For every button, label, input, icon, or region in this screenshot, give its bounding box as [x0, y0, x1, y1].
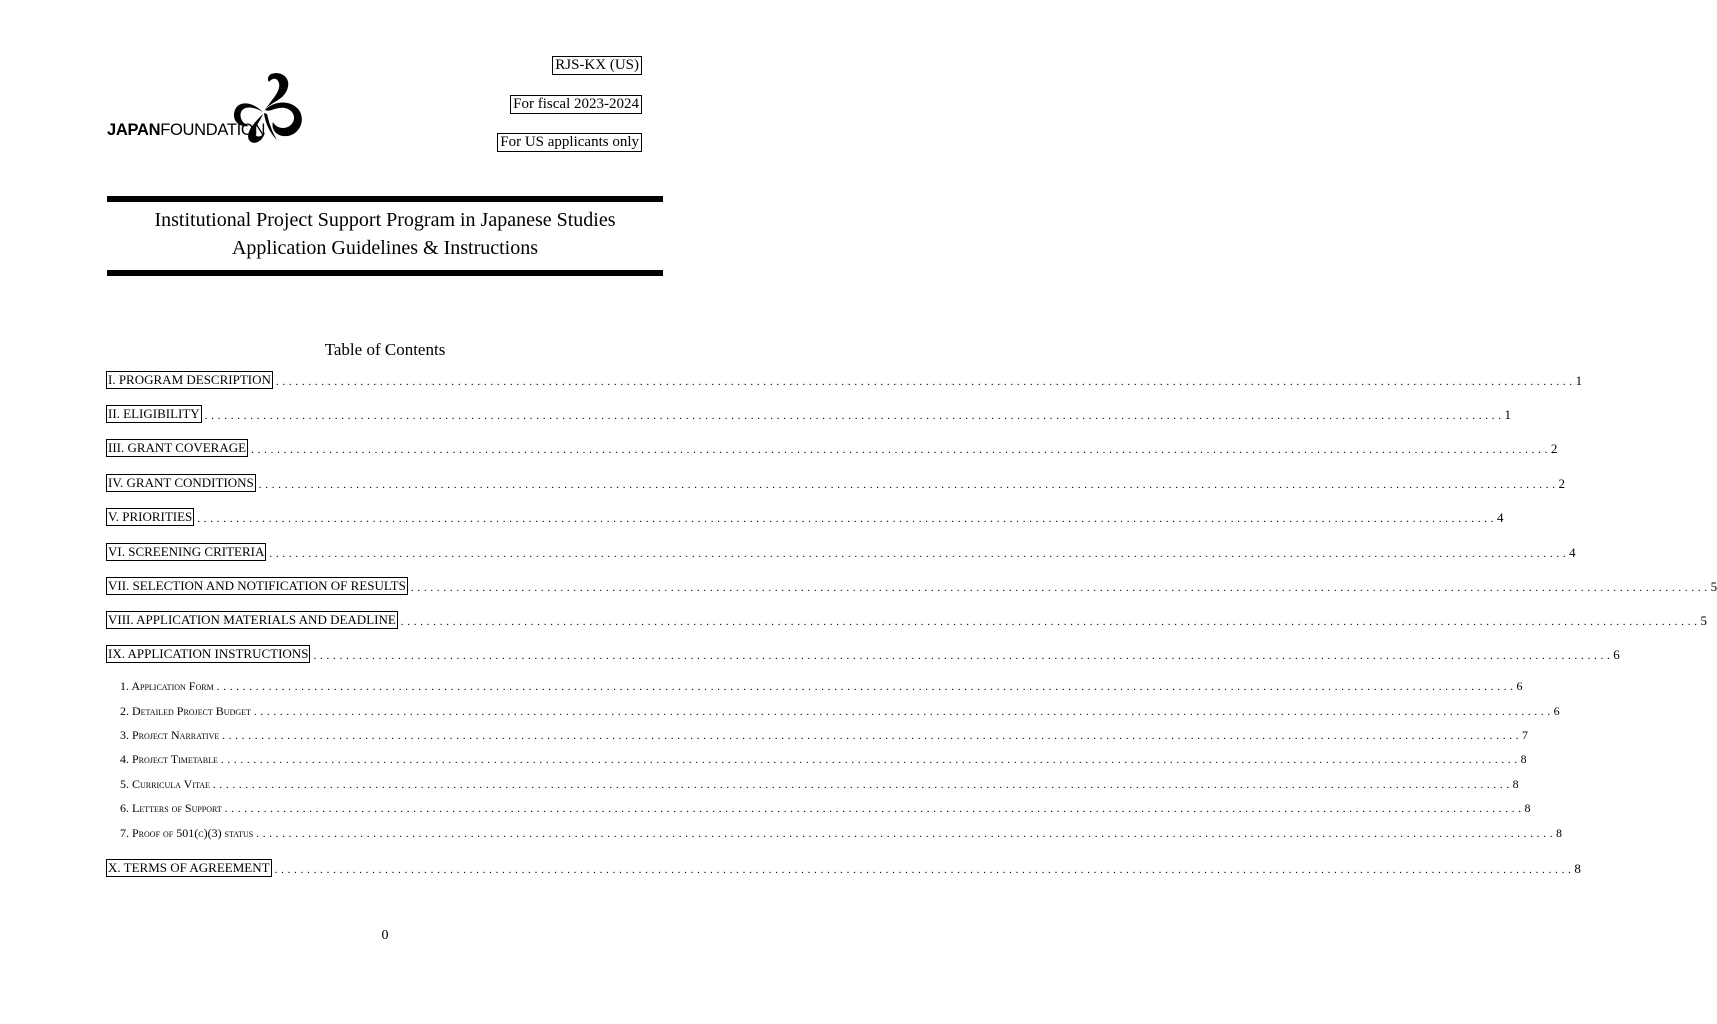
- toc-entry-selection-notification[interactable]: VII. SELECTION AND NOTIFICATION OF RESULTS . . . . . . . . . . . . . . . . . . . . . . . . . . . . . . . . . . . . . . . . . . . . . . . . . . . . . . . . . . . . . . . . . . . . . . . . . . . . . . . . . . . . . . . . . . . . . . . . . . . . . . . . . . . . . . . . . . . . . . . . . . . . . . . . . . . . . . . . . . . . . . . . . . . . . . . . . . . . . . . . . . . . . . . . . . . . . . . . . . . . . . . . . . . . . . . . . . . . . . . . 5: [108, 578, 1717, 594]
- toc-subentry-label: 6. Letters of Support: [120, 801, 222, 815]
- toc-entry-page: 5: [1700, 613, 1708, 628]
- toc-subentry-label: 2. Detailed Project Budget: [120, 704, 251, 718]
- toc-entry-label[interactable]: IX. APPLICATION INSTRUCTIONS: [108, 646, 309, 661]
- toc-subentry-label: 1. Application Form: [120, 679, 214, 693]
- toc-entry-label[interactable]: IV. GRANT CONDITIONS: [108, 475, 254, 490]
- applicants-tag: For US applicants only: [497, 133, 642, 152]
- toc-entry-page: 2: [1558, 476, 1566, 491]
- toc-entry-page: 8: [1574, 861, 1581, 876]
- toc-subentry-page: 8: [1520, 752, 1527, 766]
- title-rule-bottom: [107, 270, 663, 276]
- toc-entry-page: 1: [1504, 407, 1511, 422]
- toc-entry-label[interactable]: VII. SELECTION AND NOTIFICATION OF RESULTS: [108, 578, 406, 593]
- toc-entry-priorities[interactable]: V. PRIORITIES . . . . . . . . . . . . . . . . . . . . . . . . . . . . . . . . . . . . . . . . . . . . . . . . . . . . . . . . . . . . . . . . . . . . . . . . . . . . . . . . . . . . . . . . . . . . . . . . . . . . . . . . . . . . . . . . . . . . . . . . . . . . . . . . . . . . . . . . . . . . . . . . . . . . . . . . . . . . . . . . . . . . . . . . . . . . . . . . . . . . . . . . . . . . . . . . . . . . . . . . 4: [108, 509, 1504, 525]
- toc-subentry-letters-of-support[interactable]: 6. Letters of Support . . . . . . . . . . . . . . . . . . . . . . . . . . . . . . . . . . . . . . . . . . . . . . . . . . . . . . . . . . . . . . . . . . . . . . . . . . . . . . . . . . . . . . . . . . . . . . . . . . . . . . . . . . . . . . . . . . . . . . . . . . . . . . . . . . . . . . . . . . . . . . . . . . . . . . . . . . . . . . . . . . . . . . . . . . . . . . . . . . . . . . . . . . . . . . . . . . . . . . . . 8: [120, 801, 1531, 815]
- toc-subentry-label: 3. Project Narrative: [120, 728, 220, 742]
- toc-subentry-project-narrative[interactable]: 3. Project Narrative . . . . . . . . . . . . . . . . . . . . . . . . . . . . . . . . . . . . . . . . . . . . . . . . . . . . . . . . . . . . . . . . . . . . . . . . . . . . . . . . . . . . . . . . . . . . . . . . . . . . . . . . . . . . . . . . . . . . . . . . . . . . . . . . . . . . . . . . . . . . . . . . . . . . . . . . . . . . . . . . . . . . . . . . . . . . . . . . . . . . . . . . . . . . . . . . . . . . . . . . 7: [120, 728, 1528, 742]
- toc-heading: Table of Contents: [324, 340, 446, 359]
- toc-entry-terms-of-agreement[interactable]: X. TERMS OF AGREEMENT . . . . . . . . . . . . . . . . . . . . . . . . . . . . . . . . . . . . . . . . . . . . . . . . . . . . . . . . . . . . . . . . . . . . . . . . . . . . . . . . . . . . . . . . . . . . . . . . . . . . . . . . . . . . . . . . . . . . . . . . . . . . . . . . . . . . . . . . . . . . . . . . . . . . . . . . . . . . . . . . . . . . . . . . . . . . . . . . . . . . . . . . . . . . . . . . . . . . . . . . 8: [108, 860, 1581, 876]
- toc-entry-label[interactable]: I. PROGRAM DESCRIPTION: [108, 372, 271, 387]
- toc-entry-label[interactable]: III. GRANT COVERAGE: [108, 440, 247, 455]
- toc-entry-label[interactable]: II. ELIGIBILITY: [108, 406, 200, 421]
- toc-entry-eligibility[interactable]: II. ELIGIBILITY . . . . . . . . . . . . . . . . . . . . . . . . . . . . . . . . . . . . . . . . . . . . . . . . . . . . . . . . . . . . . . . . . . . . . . . . . . . . . . . . . . . . . . . . . . . . . . . . . . . . . . . . . . . . . . . . . . . . . . . . . . . . . . . . . . . . . . . . . . . . . . . . . . . . . . . . . . . . . . . . . . . . . . . . . . . . . . . . . . . . . . . . . . . . . . . . . . . . . . . . 1: [108, 406, 1511, 422]
- toc-entry-page: 4: [1497, 510, 1504, 525]
- toc-subentry-application-form[interactable]: 1. Application Form . . . . . . . . . . . . . . . . . . . . . . . . . . . . . . . . . . . . . . . . . . . . . . . . . . . . . . . . . . . . . . . . . . . . . . . . . . . . . . . . . . . . . . . . . . . . . . . . . . . . . . . . . . . . . . . . . . . . . . . . . . . . . . . . . . . . . . . . . . . . . . . . . . . . . . . . . . . . . . . . . . . . . . . . . . . . . . . . . . . . . . . . . . . . . . . . . . . . . . . . 6: [120, 679, 1523, 693]
- toc-subentry-project-budget[interactable]: 2. Detailed Project Budget . . . . . . . . . . . . . . . . . . . . . . . . . . . . . . . . . . . . . . . . . . . . . . . . . . . . . . . . . . . . . . . . . . . . . . . . . . . . . . . . . . . . . . . . . . . . . . . . . . . . . . . . . . . . . . . . . . . . . . . . . . . . . . . . . . . . . . . . . . . . . . . . . . . . . . . . . . . . . . . . . . . . . . . . . . . . . . . . . . . . . . . . . . . . . . . . . . . . . . . . 6: [120, 704, 1560, 718]
- title-rule-top: [107, 196, 663, 202]
- toc-subentry-label: 4. Project Timetable: [120, 752, 218, 766]
- toc-subentry-page: 8: [1512, 777, 1519, 791]
- toc-subentry-label: 7. Proof of 501(c)(3) status: [120, 826, 254, 840]
- toc-entry-page: 2: [1550, 441, 1558, 456]
- page-number: 0: [381, 928, 389, 943]
- logo-wordmark: JAPANFOUNDATION: [107, 121, 266, 139]
- toc-entry-program-description[interactable]: I. PROGRAM DESCRIPTION . . . . . . . . . . . . . . . . . . . . . . . . . . . . . . . . . . . . . . . . . . . . . . . . . . . . . . . . . . . . . . . . . . . . . . . . . . . . . . . . . . . . . . . . . . . . . . . . . . . . . . . . . . . . . . . . . . . . . . . . . . . . . . . . . . . . . . . . . . . . . . . . . . . . . . . . . . . . . . . . . . . . . . . . . . . . . . . . . . . . . . . . . . . . . . . . . . . . . . . . 1: [108, 372, 1583, 388]
- program-code-tag: RJS-KX (US): [552, 56, 642, 75]
- toc-entry-page: 4: [1569, 545, 1576, 560]
- toc-entry-grant-conditions[interactable]: IV. GRANT CONDITIONS . . . . . . . . . . . . . . . . . . . . . . . . . . . . . . . . . . . . . . . . . . . . . . . . . . . . . . . . . . . . . . . . . . . . . . . . . . . . . . . . . . . . . . . . . . . . . . . . . . . . . . . . . . . . . . . . . . . . . . . . . . . . . . . . . . . . . . . . . . . . . . . . . . . . . . . . . . . . . . . . . . . . . . . . . . . . . . . . . . . . . . . . . . . . . . . . . . . . . . . . 2: [108, 475, 1566, 491]
- toc-subentry-label: 5. Curricula Vitae: [120, 777, 210, 791]
- toc-subentry-project-timetable[interactable]: 4. Project Timetable . . . . . . . . . . . . . . . . . . . . . . . . . . . . . . . . . . . . . . . . . . . . . . . . . . . . . . . . . . . . . . . . . . . . . . . . . . . . . . . . . . . . . . . . . . . . . . . . . . . . . . . . . . . . . . . . . . . . . . . . . . . . . . . . . . . . . . . . . . . . . . . . . . . . . . . . . . . . . . . . . . . . . . . . . . . . . . . . . . . . . . . . . . . . . . . . . . . . . . . . 8: [120, 752, 1527, 766]
- toc-subentry-page: 6: [1516, 679, 1523, 693]
- document-subtitle: Application Guidelines & Instructions: [231, 237, 539, 259]
- toc-entry-page: 1: [1575, 373, 1583, 388]
- toc-subentry-page: 8: [1556, 826, 1563, 840]
- toc-entry-label[interactable]: VI. SCREENING CRITERIA: [108, 544, 265, 559]
- document-title: Institutional Project Support Program in Japanese Studies: [154, 209, 616, 231]
- toc-entry-label[interactable]: V. PRIORITIES: [108, 509, 193, 524]
- toc-entry-page: 6: [1613, 647, 1620, 662]
- toc-entry-application-materials[interactable]: VIII. APPLICATION MATERIALS AND DEADLINE . . . . . . . . . . . . . . . . . . . . . . . . . . . . . . . . . . . . . . . . . . . . . . . . . . . . . . . . . . . . . . . . . . . . . . . . . . . . . . . . . . . . . . . . . . . . . . . . . . . . . . . . . . . . . . . . . . . . . . . . . . . . . . . . . . . . . . . . . . . . . . . . . . . . . . . . . . . . . . . . . . . . . . . . . . . . . . . . . . . . . . . . . . . . . . . . . . . . . . . . 5: [108, 612, 1708, 628]
- toc-entry-grant-coverage[interactable]: III. GRANT COVERAGE . . . . . . . . . . . . . . . . . . . . . . . . . . . . . . . . . . . . . . . . . . . . . . . . . . . . . . . . . . . . . . . . . . . . . . . . . . . . . . . . . . . . . . . . . . . . . . . . . . . . . . . . . . . . . . . . . . . . . . . . . . . . . . . . . . . . . . . . . . . . . . . . . . . . . . . . . . . . . . . . . . . . . . . . . . . . . . . . . . . . . . . . . . . . . . . . . . . . . . . . 2: [108, 440, 1558, 456]
- toc-entry-page: 5: [1710, 579, 1717, 594]
- toc-subentry-page: 7: [1521, 728, 1528, 742]
- toc-subentry-proof-501c3[interactable]: 7. Proof of 501(c)(3) status . . . . . . . . . . . . . . . . . . . . . . . . . . . . . . . . . . . . . . . . . . . . . . . . . . . . . . . . . . . . . . . . . . . . . . . . . . . . . . . . . . . . . . . . . . . . . . . . . . . . . . . . . . . . . . . . . . . . . . . . . . . . . . . . . . . . . . . . . . . . . . . . . . . . . . . . . . . . . . . . . . . . . . . . . . . . . . . . . . . . . . . . . . . . . . . . . . . . . . . . 8: [120, 826, 1563, 840]
- fiscal-year-tag: For fiscal 2023-2024: [510, 95, 642, 114]
- japan-foundation-logo: [105, 70, 310, 150]
- toc-subentry-page: 6: [1553, 704, 1560, 718]
- toc-entry-label[interactable]: VIII. APPLICATION MATERIALS AND DEADLINE: [108, 612, 396, 627]
- toc-entry-screening-criteria[interactable]: VI. SCREENING CRITERIA . . . . . . . . . . . . . . . . . . . . . . . . . . . . . . . . . . . . . . . . . . . . . . . . . . . . . . . . . . . . . . . . . . . . . . . . . . . . . . . . . . . . . . . . . . . . . . . . . . . . . . . . . . . . . . . . . . . . . . . . . . . . . . . . . . . . . . . . . . . . . . . . . . . . . . . . . . . . . . . . . . . . . . . . . . . . . . . . . . . . . . . . . . . . . . . . . . . . . . . . 4: [108, 544, 1576, 560]
- toc-subentry-curricula-vitae[interactable]: 5. Curricula Vitae . . . . . . . . . . . . . . . . . . . . . . . . . . . . . . . . . . . . . . . . . . . . . . . . . . . . . . . . . . . . . . . . . . . . . . . . . . . . . . . . . . . . . . . . . . . . . . . . . . . . . . . . . . . . . . . . . . . . . . . . . . . . . . . . . . . . . . . . . . . . . . . . . . . . . . . . . . . . . . . . . . . . . . . . . . . . . . . . . . . . . . . . . . . . . . . . . . . . . . . . 8: [120, 777, 1519, 791]
- toc-subentry-page: 8: [1524, 801, 1531, 815]
- toc-entry-label[interactable]: X. TERMS OF AGREEMENT: [108, 860, 270, 875]
- toc-entry-application-instructions[interactable]: IX. APPLICATION INSTRUCTIONS . . . . . . . . . . . . . . . . . . . . . . . . . . . . . . . . . . . . . . . . . . . . . . . . . . . . . . . . . . . . . . . . . . . . . . . . . . . . . . . . . . . . . . . . . . . . . . . . . . . . . . . . . . . . . . . . . . . . . . . . . . . . . . . . . . . . . . . . . . . . . . . . . . . . . . . . . . . . . . . . . . . . . . . . . . . . . . . . . . . . . . . . . . . . . . . . . . . . . . . . 6: [108, 646, 1620, 662]
